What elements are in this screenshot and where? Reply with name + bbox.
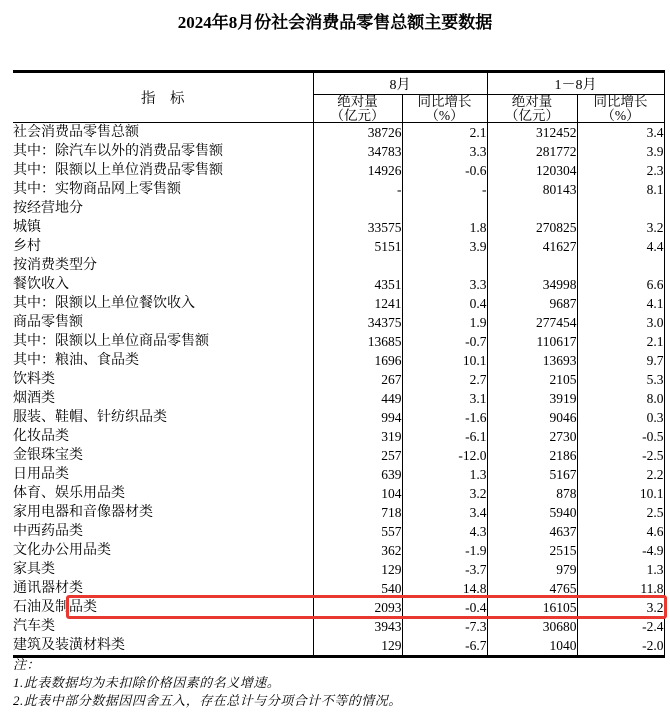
row-label: 文化办公用品类	[13, 541, 313, 560]
aug-absolute-header-line2: （亿元）	[330, 107, 385, 123]
value-cell-aug_abs: -	[313, 180, 402, 199]
value-cell-cum_yoy: -2.5	[577, 446, 664, 465]
value-cell-cum_abs: 878	[487, 484, 577, 503]
value-cell-aug_yoy: 14.8	[402, 579, 487, 598]
value-cell-cum_yoy: -4.9	[577, 541, 664, 560]
value-cell-cum_abs: 2186	[487, 446, 577, 465]
row-label: 家具类	[13, 560, 313, 579]
value-cell-cum_abs: 16105	[487, 598, 577, 617]
value-cell-cum_abs: 34998	[487, 275, 577, 294]
value-cell-aug_abs: 1241	[313, 294, 402, 313]
value-cell-cum_abs: 270825	[487, 218, 577, 237]
value-cell-aug_yoy: -0.7	[402, 332, 487, 351]
table-row	[13, 370, 664, 389]
value-cell-aug_abs: 557	[313, 522, 402, 541]
table-row	[13, 465, 664, 484]
table-row	[13, 161, 664, 180]
value-cell-cum_yoy: -2.0	[577, 636, 664, 657]
row-label: 中西药品类	[13, 522, 313, 541]
value-cell-aug_yoy: 1.3	[402, 465, 487, 484]
value-cell-aug_abs: 4351	[313, 275, 402, 294]
value-cell-aug_abs: 1696	[313, 351, 402, 370]
value-cell-cum_abs: 2105	[487, 370, 577, 389]
value-cell-cum_abs: 9687	[487, 294, 577, 313]
value-cell-cum_yoy: 3.2	[577, 598, 664, 617]
row-label: 餐饮收入	[13, 275, 313, 294]
value-cell-aug_abs: 13685	[313, 332, 402, 351]
aug-absolute-header-line1: 绝对量	[337, 94, 378, 109]
row-label: 其中：实物商品网上零售额	[13, 180, 313, 199]
value-cell-cum_abs: 277454	[487, 313, 577, 332]
table-row	[13, 275, 664, 294]
table-row	[13, 123, 664, 143]
value-cell-aug_yoy: -0.4	[402, 598, 487, 617]
value-cell-aug_abs: 5151	[313, 237, 402, 256]
value-cell-cum_abs	[487, 199, 577, 218]
value-cell-cum_abs: 9046	[487, 408, 577, 427]
value-cell-cum_yoy: 3.4	[577, 123, 664, 143]
value-cell-aug_abs: 33575	[313, 218, 402, 237]
value-cell-cum_yoy: 1.3	[577, 560, 664, 579]
value-cell-aug_abs: 129	[313, 560, 402, 579]
row-label: 汽车类	[13, 617, 313, 636]
value-cell-aug_abs: 540	[313, 579, 402, 598]
table-row	[13, 503, 664, 522]
row-label: 其中：限额以上单位消费品零售额	[13, 161, 313, 180]
row-label: 商品零售额	[13, 313, 313, 332]
value-cell-aug_yoy: -3.7	[402, 560, 487, 579]
value-cell-cum_abs: 979	[487, 560, 577, 579]
value-cell-aug_yoy: 3.3	[402, 142, 487, 161]
cum-absolute-header-line1: 绝对量	[511, 94, 553, 109]
row-label: 社会消费品零售总额	[13, 123, 313, 143]
table-body	[13, 123, 664, 657]
value-cell-aug_yoy: 3.2	[402, 484, 487, 503]
table-row	[13, 408, 664, 427]
value-cell-cum_abs: 312452	[487, 123, 577, 143]
value-cell-aug_yoy	[402, 256, 487, 275]
footnotes	[13, 656, 663, 710]
row-label: 化妆品类	[13, 427, 313, 446]
value-cell-aug_yoy: 3.9	[402, 237, 487, 256]
value-cell-aug_abs: 34375	[313, 313, 402, 332]
value-cell-aug_yoy: 2.7	[402, 370, 487, 389]
value-cell-aug_yoy: 1.9	[402, 313, 487, 332]
value-cell-cum_yoy: 2.3	[577, 161, 664, 180]
value-cell-aug_yoy: -6.1	[402, 427, 487, 446]
value-cell-cum_abs: 2515	[487, 541, 577, 560]
value-cell-cum_yoy: 10.1	[577, 484, 664, 503]
value-cell-cum_yoy: 3.0	[577, 313, 664, 332]
value-cell-aug_abs: 104	[313, 484, 402, 503]
table-row	[13, 541, 664, 560]
value-cell-aug_yoy: -7.3	[402, 617, 487, 636]
value-cell-aug_abs: 34783	[313, 142, 402, 161]
value-cell-aug_abs: 449	[313, 389, 402, 408]
value-cell-aug_abs: 257	[313, 446, 402, 465]
value-cell-cum_abs: 5167	[487, 465, 577, 484]
aug-absolute-header	[313, 95, 402, 123]
table-row	[13, 389, 664, 408]
row-label: 通讯器材类	[13, 579, 313, 598]
value-cell-cum_abs: 110617	[487, 332, 577, 351]
table-row	[13, 332, 664, 351]
value-cell-cum_abs	[487, 256, 577, 275]
value-cell-aug_yoy: 3.1	[402, 389, 487, 408]
footnote-line-2: 2.此表中部分数据因四舍五入，存在总计与分项合计不等的情况。	[13, 693, 402, 708]
value-cell-cum_abs: 1040	[487, 636, 577, 657]
indicator-column-header: 指 标	[13, 72, 313, 123]
table-row	[13, 579, 664, 598]
value-cell-cum_abs: 30680	[487, 617, 577, 636]
table-row	[13, 560, 664, 579]
table-row	[13, 427, 664, 446]
row-label: 建筑及装潢材料类	[13, 636, 313, 657]
value-cell-aug_yoy: -1.9	[402, 541, 487, 560]
value-cell-aug_yoy: -1.6	[402, 408, 487, 427]
value-cell-aug_yoy: 2.1	[402, 123, 487, 143]
value-cell-cum_abs: 281772	[487, 142, 577, 161]
value-cell-aug_abs: 639	[313, 465, 402, 484]
value-cell-aug_abs: 14926	[313, 161, 402, 180]
value-cell-cum_yoy: 4.1	[577, 294, 664, 313]
value-cell-aug_abs: 994	[313, 408, 402, 427]
footnote-heading: 注：	[13, 657, 41, 672]
value-cell-cum_yoy	[577, 199, 664, 218]
value-cell-cum_yoy: 2.2	[577, 465, 664, 484]
cum-absolute-header-line2: （亿元）	[505, 107, 559, 123]
value-cell-aug_abs: 2093	[313, 598, 402, 617]
value-cell-aug_yoy: -12.0	[402, 446, 487, 465]
table-row	[13, 351, 664, 370]
table-row	[13, 199, 664, 218]
table-row	[13, 636, 664, 657]
value-cell-cum_yoy: 8.0	[577, 389, 664, 408]
value-cell-aug_yoy: -	[402, 180, 487, 199]
table-row	[13, 237, 664, 256]
value-cell-cum_yoy: -0.5	[577, 427, 664, 446]
cum-yoy-header-line2: （%）	[601, 107, 640, 123]
table-row	[13, 256, 664, 275]
row-label: 其中：粮油、食品类	[13, 351, 313, 370]
row-label: 其中：除汽车以外的消费品零售额	[13, 142, 313, 161]
aug-yoy-header	[402, 95, 487, 123]
row-label: 服装、鞋帽、针纺织品类	[13, 408, 313, 427]
row-label: 日用品类	[13, 465, 313, 484]
value-cell-aug_yoy: 1.8	[402, 218, 487, 237]
jan-aug-group-header: 1－8月	[487, 72, 664, 95]
value-cell-aug_yoy	[402, 199, 487, 218]
row-label: 烟酒类	[13, 389, 313, 408]
table-row	[13, 180, 664, 199]
table-row	[13, 484, 664, 503]
value-cell-aug_yoy: 10.1	[402, 351, 487, 370]
value-cell-cum_abs: 5940	[487, 503, 577, 522]
value-cell-cum_abs: 2730	[487, 427, 577, 446]
value-cell-aug_yoy: -0.6	[402, 161, 487, 180]
table-row	[13, 294, 664, 313]
row-label: 体育、娱乐用品类	[13, 484, 313, 503]
value-cell-cum_abs: 4765	[487, 579, 577, 598]
aug-yoy-header-line1: 同比增长	[417, 94, 472, 109]
value-cell-aug_abs	[313, 199, 402, 218]
value-cell-cum_yoy: 4.4	[577, 237, 664, 256]
row-label: 其中：限额以上单位餐饮收入	[13, 294, 313, 313]
august-group-header: 8月	[313, 72, 487, 95]
header-group-row	[13, 72, 664, 95]
cum-yoy-header	[577, 95, 664, 123]
table-row	[13, 313, 664, 332]
value-cell-cum_yoy: 2.1	[577, 332, 664, 351]
table-row	[13, 598, 664, 617]
value-cell-cum_abs: 120304	[487, 161, 577, 180]
table-row	[13, 142, 664, 161]
value-cell-cum_abs: 13693	[487, 351, 577, 370]
value-cell-aug_abs	[313, 256, 402, 275]
value-cell-aug_yoy: 3.4	[402, 503, 487, 522]
value-cell-aug_abs: 3943	[313, 617, 402, 636]
footnote-line-1: 1.此表数据均为未扣除价格因素的名义增速。	[13, 675, 281, 690]
page-title: 2024年8月份社会消费品零售总额主要数据	[177, 13, 493, 32]
value-cell-cum_yoy: 0.3	[577, 408, 664, 427]
value-cell-cum_yoy: 2.5	[577, 503, 664, 522]
row-label: 饮料类	[13, 370, 313, 389]
value-cell-cum_abs: 3919	[487, 389, 577, 408]
value-cell-cum_yoy: 6.6	[577, 275, 664, 294]
table-row	[13, 617, 664, 636]
value-cell-cum_yoy: 5.3	[577, 370, 664, 389]
value-cell-cum_yoy: 3.2	[577, 218, 664, 237]
table-row	[13, 446, 664, 465]
value-cell-cum_yoy: 11.8	[577, 579, 664, 598]
cum-yoy-header-line1: 同比增长	[593, 94, 648, 109]
table-row	[13, 522, 664, 541]
row-label: 金银珠宝类	[13, 446, 313, 465]
value-cell-cum_abs: 80143	[487, 180, 577, 199]
retail-sales-table	[13, 70, 665, 658]
value-cell-aug_abs: 362	[313, 541, 402, 560]
value-cell-cum_abs: 4637	[487, 522, 577, 541]
table-row	[13, 218, 664, 237]
value-cell-cum_yoy: 4.6	[577, 522, 664, 541]
value-cell-aug_abs: 129	[313, 636, 402, 657]
value-cell-cum_yoy: -2.4	[577, 617, 664, 636]
value-cell-cum_abs: 41627	[487, 237, 577, 256]
value-cell-aug_yoy: 4.3	[402, 522, 487, 541]
value-cell-cum_yoy	[577, 256, 664, 275]
value-cell-cum_yoy: 8.1	[577, 180, 664, 199]
row-label: 其中：限额以上单位商品零售额	[13, 332, 313, 351]
value-cell-aug_abs: 267	[313, 370, 402, 389]
row-label: 城镇	[13, 218, 313, 237]
aug-yoy-header-line2: （%）	[425, 107, 464, 123]
value-cell-cum_yoy: 3.9	[577, 142, 664, 161]
value-cell-aug_abs: 38726	[313, 123, 402, 143]
value-cell-aug_abs: 319	[313, 427, 402, 446]
value-cell-aug_yoy: 3.3	[402, 275, 487, 294]
value-cell-cum_yoy: 9.7	[577, 351, 664, 370]
row-label: 乡村	[13, 237, 313, 256]
row-label: 石油及制品类	[13, 598, 313, 617]
value-cell-aug_yoy: -6.7	[402, 636, 487, 657]
value-cell-aug_yoy: 0.4	[402, 294, 487, 313]
row-label: 按消费类型分	[13, 256, 313, 275]
cum-absolute-header	[487, 95, 577, 123]
value-cell-aug_abs: 718	[313, 503, 402, 522]
row-label: 家用电器和音像器材类	[13, 503, 313, 522]
row-label: 按经营地分	[13, 199, 313, 218]
